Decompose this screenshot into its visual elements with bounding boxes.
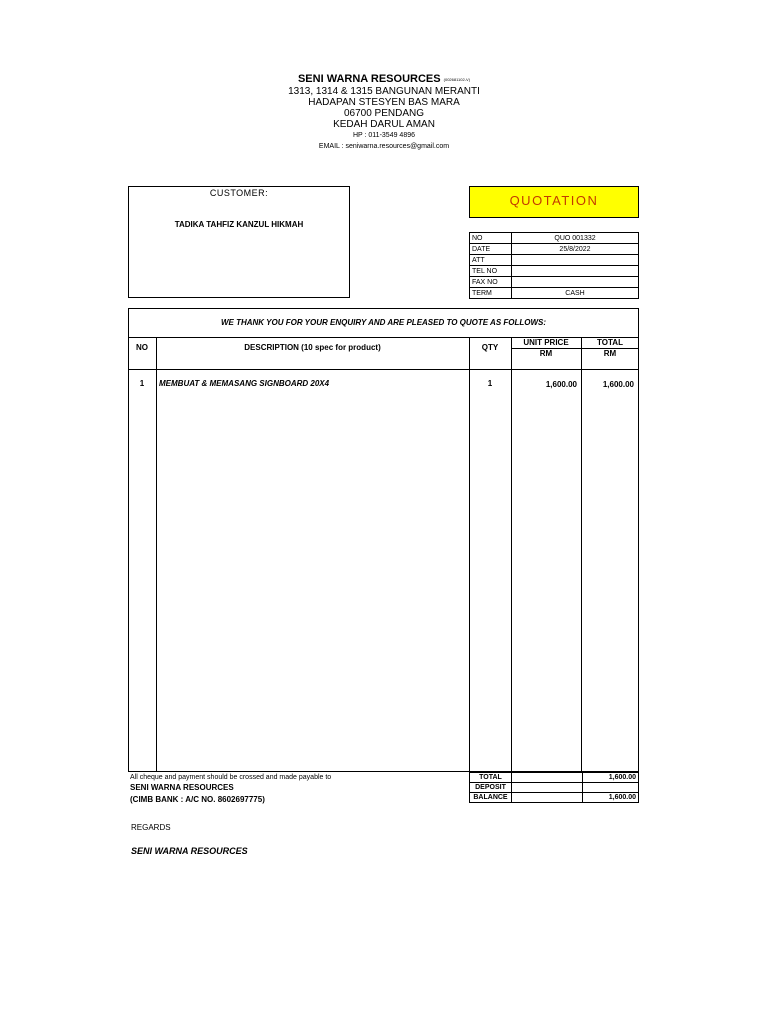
row-unit-price: 1,600.00 <box>545 380 577 389</box>
address-line-3: 06700 PENDANG <box>343 108 425 119</box>
column-divider <box>469 337 470 772</box>
info-label: ATT <box>470 255 512 266</box>
totals-spacer <box>512 783 583 793</box>
info-value <box>512 255 639 266</box>
bank-account: (CIMB BANK : A/C NO. 8602697775) <box>130 795 265 804</box>
header-qty: QTY <box>481 343 499 352</box>
info-value <box>512 277 639 288</box>
info-value: 25/8/2022 <box>512 244 639 255</box>
info-row-tel <box>470 266 639 277</box>
info-label: NO <box>470 233 512 244</box>
info-row-att <box>470 255 639 266</box>
totals-value: 1,600.00 <box>583 773 639 783</box>
info-value: CASH <box>512 288 639 299</box>
items-table-frame <box>128 308 639 772</box>
header-total-currency: RM <box>603 349 617 358</box>
row-total: 1,600.00 <box>602 380 634 389</box>
column-divider <box>156 337 157 772</box>
totals-row-deposit <box>470 783 639 793</box>
quotation-info-table <box>469 232 639 299</box>
totals-label: TOTAL <box>470 773 512 783</box>
column-divider <box>581 337 582 772</box>
totals-spacer <box>512 773 583 783</box>
quotation-title: QUOTATION <box>469 186 639 218</box>
totals-value: 1,600.00 <box>583 793 639 803</box>
header-bottom-line <box>128 369 639 370</box>
customer-box <box>128 186 350 298</box>
signoff-company: SENI WARNA RESOURCES <box>131 846 248 856</box>
info-value: QUO 001332 <box>512 233 639 244</box>
intro-text: WE THANK YOU FOR YOUR ENQUIRY AND ARE PLEASED TO QUOTE AS FOLLOWS: <box>220 318 547 327</box>
totals-spacer <box>512 793 583 803</box>
totals-label: DEPOSIT <box>470 783 512 793</box>
company-phone: HP : 011-3549 4896 <box>352 132 415 139</box>
info-label: TERM <box>470 288 512 299</box>
header-total: TOTAL <box>597 338 623 347</box>
totals-row-balance <box>470 793 639 803</box>
row-qty: 1 <box>487 379 493 388</box>
company-header <box>0 73 768 152</box>
regards-text: REGARDS <box>131 823 171 832</box>
info-row-term <box>470 288 639 299</box>
customer-label: CUSTOMER: <box>209 188 269 198</box>
address-line-4: KEDAH DARUL AMAN <box>333 119 435 130</box>
column-divider <box>511 337 512 772</box>
totals-value <box>583 783 639 793</box>
company-reg-no: (002681102-V) <box>443 77 471 82</box>
info-label: DATE <box>470 244 512 255</box>
header-description: DESCRIPTION (10 spec for product) <box>244 343 381 352</box>
info-label: TEL NO <box>470 266 512 277</box>
customer-name: TADIKA TAHFIZ KANZUL HIKMAH <box>174 220 304 229</box>
info-row-no <box>470 233 639 244</box>
info-row-date <box>470 244 639 255</box>
info-value <box>512 266 639 277</box>
row-no: 1 <box>139 379 145 388</box>
payment-payee: SENI WARNA RESOURCES <box>130 783 234 792</box>
totals-table <box>469 772 639 803</box>
totals-row-total <box>470 773 639 783</box>
info-label: FAX NO <box>470 277 512 288</box>
totals-label: BALANCE <box>470 793 512 803</box>
header-unit-price: UNIT PRICE <box>523 338 569 347</box>
info-row-fax <box>470 277 639 288</box>
company-email: EMAIL : seniwarna.resources@gmail.com <box>318 143 450 150</box>
row-description: MEMBUAT & MEMASANG SIGNBOARD 20X4 <box>159 379 330 388</box>
payment-note: All cheque and payment should be crossed and made payable to <box>130 774 332 781</box>
header-no: NO <box>136 343 148 352</box>
address-line-2: HADAPAN STESYEN BAS MARA <box>308 97 460 108</box>
company-name: SENI WARNA RESOURCES <box>297 73 441 85</box>
header-unit-price-currency: RM <box>539 349 553 358</box>
address-line-1: 1313, 1314 & 1315 BANGUNAN MERANTI <box>288 86 480 97</box>
